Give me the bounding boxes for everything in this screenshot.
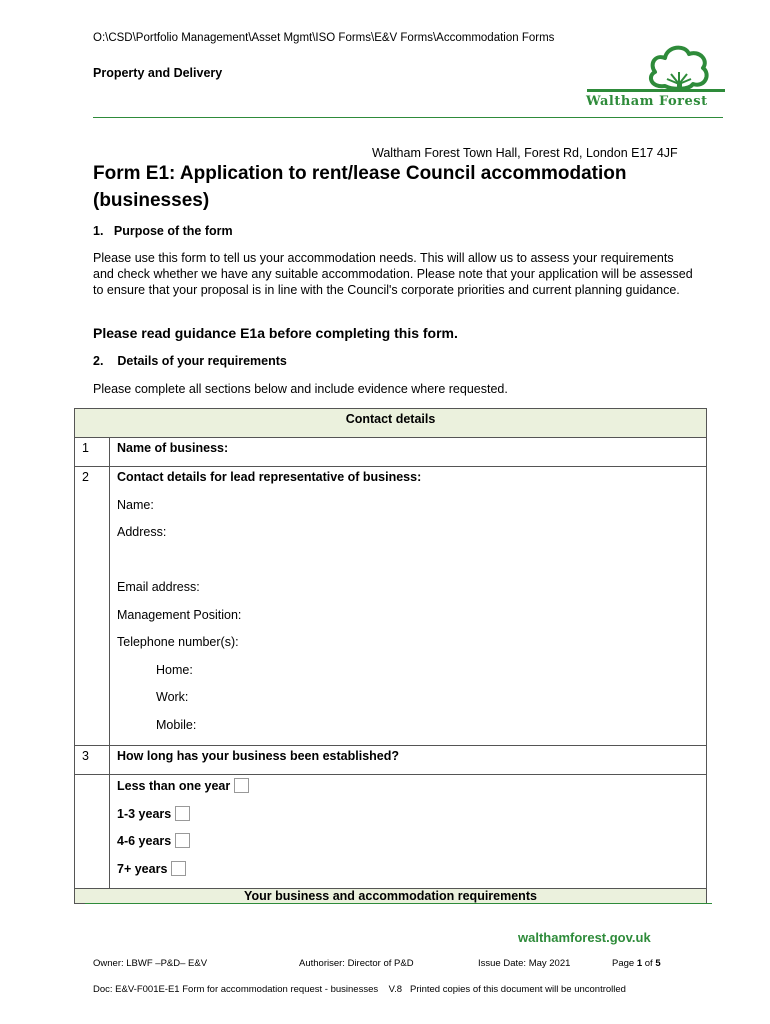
option-7-plus-years[interactable]: [117, 861, 706, 889]
logo-wordmark: Waltham Forest: [586, 94, 708, 109]
file-path: O:\CSD\Portfolio Management\Asset Mgmt\ISO Forms\E&V Forms\Accommodation Forms: [93, 32, 555, 44]
website-link[interactable]: walthamforest.gov.uk: [518, 930, 651, 945]
email-field[interactable]: Email address:: [117, 580, 200, 594]
section-1-number: 1.: [93, 224, 104, 238]
question-1-number: 1: [75, 438, 110, 467]
question-3-row: [75, 746, 707, 775]
page-of: of: [642, 958, 656, 969]
work-phone-field[interactable]: Work:: [156, 690, 189, 704]
checkbox[interactable]: [234, 778, 249, 793]
instructions-paragraph: Please complete all sections below and include evidence where requested.: [93, 382, 508, 396]
empty-number-cell: [75, 775, 110, 889]
option-label: 7+ years: [117, 861, 168, 876]
footer-divider: [85, 903, 712, 904]
page-prefix: Page: [612, 958, 637, 969]
question-3-number: 3: [75, 746, 110, 775]
header-divider: [93, 117, 723, 118]
page-total: 5: [655, 958, 661, 969]
mobile-phone-field[interactable]: Mobile:: [156, 717, 197, 732]
management-position-field[interactable]: Management Position:: [117, 607, 242, 622]
section-2-heading: [93, 354, 287, 368]
question-2-row: [75, 467, 707, 746]
contact-details-label: Contact details for lead representative of business:: [117, 470, 422, 484]
owner-text: Owner: LBWF –P&D– E&V: [93, 958, 208, 969]
question-2-number: 2: [75, 467, 110, 746]
form-title: Form E1: Application to rent/lease Council accommodation (businesses): [93, 163, 627, 211]
contact-details-header: Contact details: [75, 409, 707, 438]
section-2-number: 2.: [93, 354, 104, 368]
name-field[interactable]: Name:: [117, 497, 154, 512]
address-field[interactable]: Address:: [117, 525, 167, 539]
telephone-label: Telephone number(s):: [117, 635, 239, 649]
authoriser-text: Authoriser: Director of P&D: [299, 958, 414, 969]
issue-date-text: Issue Date: May 2021: [478, 958, 571, 969]
page-current: 1: [636, 958, 643, 969]
checkbox[interactable]: [175, 806, 190, 821]
document-reference: Doc: E&V-F001E-E1 Form for accommodation request - businesses V.8 Printed copies of this document will be uncontrolled: [93, 984, 626, 995]
table-header-row: [75, 409, 707, 438]
home-phone-field[interactable]: Home:: [156, 662, 193, 677]
option-1-3-years[interactable]: [117, 806, 706, 834]
option-label: 4-6 years: [117, 834, 172, 848]
department-name: Property and Delivery: [93, 66, 223, 80]
contact-details-cell: [110, 467, 707, 746]
purpose-paragraph: Please use this form to tell us your accommodation needs. This will allow us to assess your requirements and check whether we have any suitable accommodation. Please note that your application will be assessed to ensure that your proposal is in line with the Council's corporate priorities and current planning guidance.: [93, 251, 693, 297]
checkbox[interactable]: [171, 861, 186, 876]
question-3-options-row: [75, 775, 707, 889]
business-established-label: How long has your business been established?: [110, 746, 707, 775]
business-name-field[interactable]: Name of business:: [110, 438, 707, 467]
section-1-heading: [93, 224, 233, 238]
option-label: 1-3 years: [117, 806, 172, 821]
option-4-6-years[interactable]: [117, 833, 706, 861]
contact-details-table: [74, 408, 707, 904]
option-less-than-one-year[interactable]: [117, 778, 706, 806]
guidance-notice: Please read guidance E1a before completing this form.: [93, 325, 458, 341]
section-1-title: Purpose of the form: [113, 224, 233, 238]
page-number: [612, 958, 661, 969]
table-footer-row: [75, 889, 707, 904]
requirements-section-header: Your business and accommodation requirements: [75, 889, 707, 904]
checkbox[interactable]: [175, 833, 190, 848]
section-2-title: Details of your requirements: [117, 354, 287, 368]
question-1-row: [75, 438, 707, 467]
established-options: [110, 775, 707, 889]
town-hall-address: Waltham Forest Town Hall, Forest Rd, London E17 4JF: [372, 146, 678, 160]
option-label: Less than one year: [117, 779, 231, 793]
